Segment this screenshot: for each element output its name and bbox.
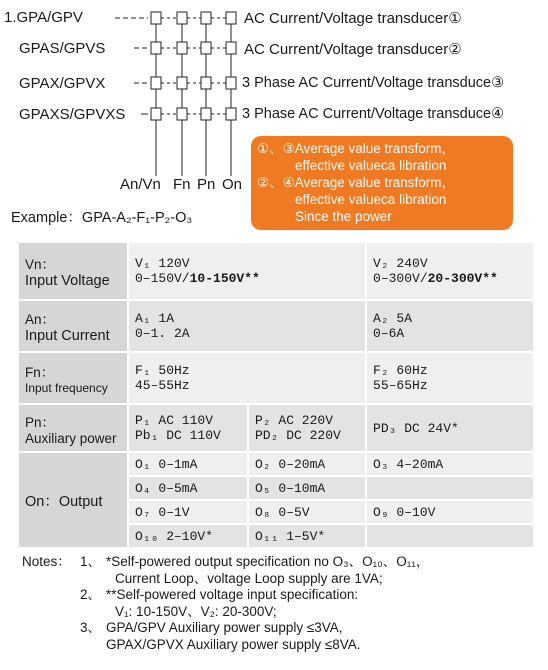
vn-v2: V₂ 240V [373,256,428,271]
note-line-5: Since the power [295,209,392,224]
an-a2-range: 0–6A [373,326,405,341]
on-o10: O₁₀ 2–10V* [128,524,248,548]
on-o3: O₃ 4–20mA [366,452,534,476]
an-option-1 [128,300,366,352]
vn-v1-range-bold: 10-150V** [189,271,260,286]
input-frequency-header [18,352,128,404]
fn-f2: F₂ 60Hz [373,363,428,378]
vn-v2-range-bold: 20-300V** [427,271,498,286]
notes-section [22,554,430,653]
pn-p2: P₂ AC 220V [255,413,334,428]
row-input-voltage [18,242,534,300]
model-desc-1: AC Current/Voltage transducer① [244,10,462,27]
on-empty-2 [366,524,534,548]
vn-v1: V₁ 120V [135,256,190,271]
model-code-1: 1.GPA/GPV [4,9,83,26]
on-o8: O₈ 0–5V [248,500,366,524]
note-3-number: 3、 [80,620,102,635]
field-label-fn: Fn [173,176,191,193]
on-o5: O₅ 0–10mA [248,476,366,500]
on-o7: O₇ 0–1V [128,500,248,524]
row-input-frequency [18,352,534,404]
auxiliary-power-header [18,404,128,452]
output-header [18,452,128,548]
an-label: Input Current [25,328,110,344]
pn-option-3 [366,404,534,452]
fn-label: Input frequency [25,381,108,395]
model-code-3: GPAX/GPVX [19,75,106,92]
pn-option-1 [128,404,248,452]
on-o4: O₄ 0–5mA [128,476,248,500]
vn-title: Vn： [25,257,56,272]
on-label: On：Output [25,493,103,510]
vn-label: Input Voltage [25,273,110,289]
field-label-an-vn: An/Vn [120,176,161,193]
pn-title: Pn： [25,414,56,430]
an-a2: A₂ 5A [373,311,413,326]
note-3-line-b: GPAX/GPVX Auxiliary power supply ≤8VA. [106,636,361,652]
an-a1: A₁ 1A [135,311,175,326]
vn-v1-range: 0–150V/ [135,271,190,286]
field-label-pn: Pn [197,176,216,193]
example-code: Example：GPA-A₂-F₁-P₂-O₃ [11,210,193,226]
note-line-3: ②、④Average value transform， [257,175,456,190]
on-o9: O₉ 0–10V [366,500,534,524]
note-1-line-a: *Self-powered output specification no O₃、O₁₀、O₁₁， [106,554,430,569]
input-voltage-header [18,242,128,300]
pn-pb1: Pb₁ DC 110V [135,428,221,443]
on-o11: O₁₁ 1–5V* [248,524,366,548]
row-input-current [18,300,534,352]
note-1-line-b: Current Loop、voltage Loop supply are 1VA; [115,570,383,586]
note-2-number: 2、 [80,587,102,602]
note-1-number: 1、 [80,554,102,569]
note-line-4: effective valueca libration [295,192,447,207]
pn-label: Auxiliary power [25,430,117,446]
notes-heading: Notes： [22,554,71,569]
note-2-line-b: V₁: 10-150V、V₂: 20-300V; [115,603,277,619]
an-title: An： [25,312,56,327]
input-current-header [18,300,128,352]
pn-p1: P₁ AC 110V [135,413,214,428]
note-3-line-a: GPA/GPV Auxiliary power supply ≤3VA, [106,620,343,635]
note-line-2: effective valueca libration [295,158,447,173]
pn-option-2 [248,404,366,452]
row-auxiliary-power [18,404,534,452]
note-2-line-a: **Self-powered voltage input specification: [106,587,359,602]
fn-option-1 [128,352,366,404]
fn-f1-range: 45–55Hz [135,378,190,393]
on-o2: O₂ 0–20mA [248,452,366,476]
pn-pd3: PD₃ DC 24V* [373,420,459,436]
on-o1: O₁ 0–1mA [128,452,248,476]
model-code-4: GPAXS/GPVXS [19,106,126,123]
vn-v2-range: 0–300V/ [373,271,428,286]
fn-f2-range: 55–65Hz [373,378,428,393]
vn-option-2 [366,242,534,300]
model-code-2: GPAS/GPVS [19,40,106,57]
fn-f1: F₁ 50Hz [135,363,190,378]
on-empty-1 [366,476,534,500]
specification-table [17,241,535,549]
pn-pd2: PD₂ DC 220V [255,428,341,443]
an-a1-range: 0–1. 2A [135,326,190,341]
an-option-2 [366,300,534,352]
average-value-note [251,136,513,230]
field-label-on: On [222,176,243,193]
fn-title: Fn： [25,365,55,380]
note-line-1: ①、③Average value transform， [257,141,456,156]
row-output-1 [18,452,534,476]
fn-option-2 [366,352,534,404]
vn-option-1 [128,242,366,300]
model-desc-3: 3 Phase AC Current/Voltage transduce③ [242,75,505,91]
model-desc-2: AC Current/Voltage transducer② [244,41,462,58]
model-desc-4: 3 Phase AC Current/Voltage transduce④ [242,106,505,122]
